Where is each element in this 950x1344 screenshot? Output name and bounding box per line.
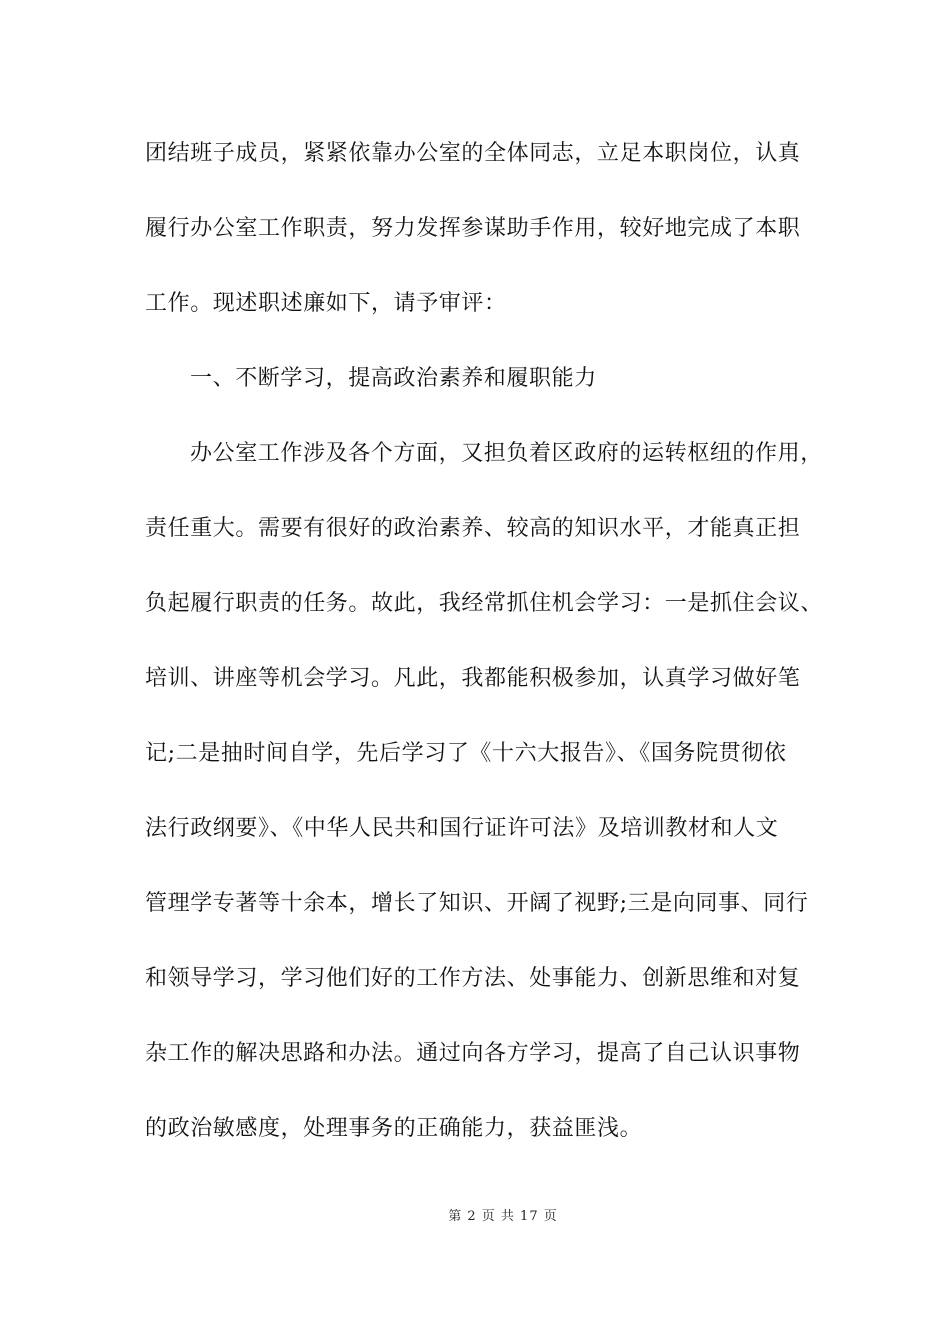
- paragraph-line: 法行政纲要》、《中华人民共和国行证许可法》及培训教材和人文: [145, 816, 779, 841]
- paragraph-line: 工作。现述职述廉如下，请予审评：: [145, 291, 507, 316]
- paragraph-line: 杂工作的解决思路和办法。通过向各方学习，提高了自己认识事物: [145, 1041, 801, 1066]
- paragraph-line: 办公室工作涉及各个方面，又担负着区政府的运转枢纽的作用，: [190, 441, 823, 466]
- paragraph-line: 责任重大。需要有很好的政治素养、较高的知识水平，才能真正担: [145, 516, 801, 541]
- paragraph-line: 和领导学习，学习他们好的工作方法、处事能力、创新思维和对复: [145, 966, 801, 991]
- paragraph-line: 履行办公室工作职责，努力发挥参谋助手作用，较好地完成了本职: [145, 216, 801, 241]
- section-heading: 一、不断学习，提高政治素养和履职能力: [190, 366, 597, 391]
- paragraph-line: 培训、讲座等机会学习。凡此，我都能积极参加，认真学习做好笔: [145, 666, 801, 691]
- paragraph-line: 记;二是抽时间自学，先后学习了《十六大报告》、《国务院贯彻依: [145, 741, 787, 766]
- paragraph-line: 负起履行职责的任务。故此，我经常抓住机会学习：一是抓住会议、: [145, 591, 824, 616]
- page-footer: [0, 1208, 950, 1226]
- paragraph-line: 管理学专著等十余本，增长了知识、开阔了视野;三是向同事、同行: [145, 891, 809, 916]
- paragraph-line: 团结班子成员，紧紧依靠办公室的全体同志，立足本职岗位，认真: [145, 141, 801, 166]
- paragraph-line: 的政治敏感度，处理事务的正确能力，获益匪浅。: [145, 1116, 643, 1141]
- page-number: 第 2 页 共 17 页: [448, 1209, 558, 1224]
